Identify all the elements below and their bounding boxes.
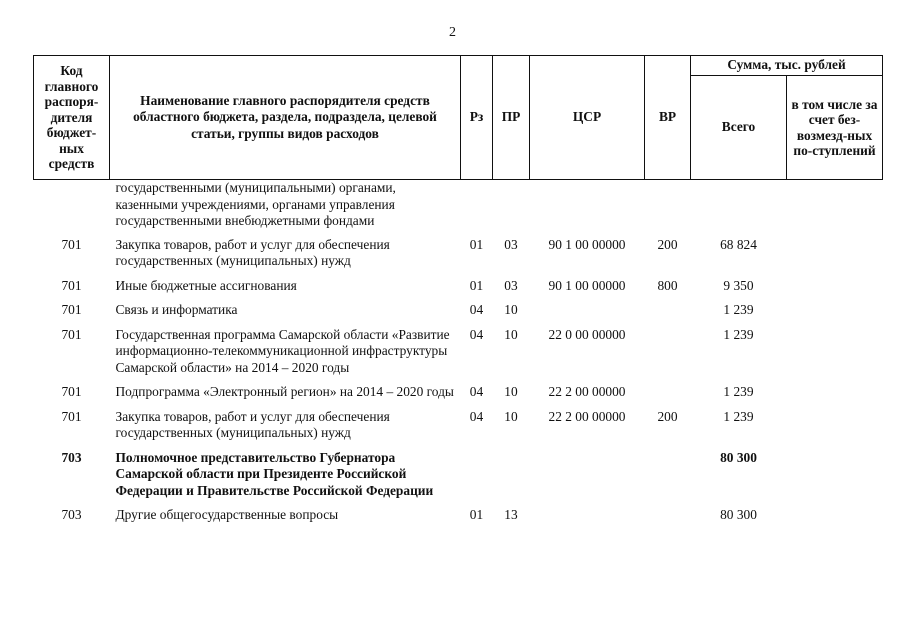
cell-code: 701: [61, 408, 82, 424]
cell-total: 1 239: [723, 408, 754, 424]
cell-name: Связь и информатика: [115, 302, 238, 317]
cell-name: Государственная программа Самарской области «Развитие информационно-телекоммуникационной инфраструктуры Самарской области» на 2014 – 2020 годы: [115, 326, 450, 375]
cell-vr: 800: [657, 277, 678, 293]
cell-rz: 01: [469, 507, 484, 522]
cell-free: [787, 503, 883, 528]
cell-rz: 04: [469, 302, 484, 317]
cell-csr: [530, 180, 645, 233]
header-sum: Сумма, тыс. рублей: [691, 56, 883, 76]
cell-csr: 22 2 00 00000: [548, 408, 626, 424]
table-body: [34, 180, 883, 528]
cell-csr: [530, 298, 645, 323]
cell-free: [787, 446, 883, 504]
cell-rz: 01: [469, 236, 484, 252]
cell-pr: 10: [504, 302, 518, 317]
table-row: [34, 380, 883, 405]
table-header: [34, 56, 883, 180]
table-row: [34, 298, 883, 323]
cell-total: 68 824: [720, 236, 757, 252]
cell-name: государственными (муниципальными) органами, казенными учреждениями, органами управления государственными внебюджетными фондами: [115, 180, 396, 228]
cell-pr: 13: [504, 507, 518, 522]
page-number: 2: [449, 25, 456, 40]
cell-name: Закупка товаров, работ и услуг для обеспечения государственных (муниципальных) нужд: [115, 408, 390, 440]
cell-code: 701: [61, 302, 82, 317]
table-row: [34, 323, 883, 381]
header-name: Наименование главного распорядителя средств областного бюджета, раздела, подраздела, целевой статьи, группы видов расходов: [110, 56, 461, 180]
cell-vr: [645, 180, 691, 233]
cell-total: 9 350: [723, 277, 754, 293]
table-row: [34, 274, 883, 299]
table-row: [34, 180, 883, 233]
header-pr: ПР: [493, 56, 530, 180]
cell-free: [787, 323, 883, 381]
cell-total: 1 239: [723, 384, 754, 399]
budget-table: [33, 55, 883, 528]
cell-name: Иные бюджетные ассигнования: [115, 277, 297, 293]
cell-name: Полномочное представительство Губернатора Самарской области при Президенте Российской Федерации и Правительстве Российской Федерации: [115, 449, 434, 498]
table-row: [34, 503, 883, 528]
cell-free: [787, 233, 883, 274]
cell-code: 701: [61, 277, 82, 293]
cell-code: 701: [61, 384, 82, 399]
cell-csr: 90 1 00 00000: [548, 277, 626, 293]
header-vr: ВР: [645, 56, 691, 180]
cell-pr: [493, 446, 530, 504]
cell-pr: 10: [504, 326, 518, 342]
header-total: Всего: [691, 76, 787, 180]
cell-rz: 04: [469, 384, 484, 399]
table-row: [34, 446, 883, 504]
cell-rz: 04: [469, 408, 484, 424]
cell-total: 1 239: [723, 302, 754, 317]
cell-vr: [645, 380, 691, 405]
cell-code: [34, 180, 110, 233]
cell-name: Подпрограмма «Электронный регион» на 2014 – 2020 годы: [115, 384, 454, 399]
cell-pr: [493, 180, 530, 233]
cell-pr: 10: [504, 408, 518, 424]
cell-code: 703: [61, 507, 82, 522]
cell-name: Закупка товаров, работ и услуг для обеспечения государственных (муниципальных) нужд: [115, 236, 390, 268]
cell-rz: [461, 446, 493, 504]
cell-pr: 03: [504, 277, 518, 293]
table-row: [34, 405, 883, 446]
cell-csr: 22 0 00 00000: [548, 326, 626, 342]
cell-free: [787, 380, 883, 405]
cell-code: 703: [61, 449, 82, 465]
table-row: [34, 233, 883, 274]
cell-free: [787, 274, 883, 299]
cell-vr: [645, 503, 691, 528]
cell-csr: [530, 503, 645, 528]
header-rz: Рз: [461, 56, 493, 180]
cell-total: [691, 180, 787, 233]
header-free: в том числе за счет без-возмезд-ных по-ступлений: [787, 76, 883, 180]
cell-rz: 01: [469, 277, 484, 293]
cell-free: [787, 298, 883, 323]
cell-csr: 22 2 00 00000: [548, 384, 626, 399]
cell-total: 80 300: [720, 507, 757, 522]
cell-pr: 10: [504, 384, 518, 399]
cell-vr: 200: [657, 408, 678, 424]
header-code: Код главного распоря-дителя бюджет-ных средств: [34, 56, 110, 180]
cell-code: 701: [61, 326, 82, 342]
cell-free: [787, 180, 883, 233]
cell-vr: [645, 323, 691, 381]
header-csr: ЦСР: [530, 56, 645, 180]
cell-pr: 03: [504, 236, 518, 252]
cell-rz: 04: [469, 326, 484, 342]
cell-csr: [530, 446, 645, 504]
cell-free: [787, 405, 883, 446]
cell-csr: 90 1 00 00000: [548, 236, 626, 252]
cell-rz: [461, 180, 493, 233]
cell-total: 1 239: [723, 326, 754, 342]
cell-code: 701: [61, 236, 82, 252]
cell-total: 80 300: [720, 449, 757, 465]
cell-vr: 200: [657, 236, 678, 252]
cell-vr: [645, 446, 691, 504]
cell-vr: [645, 298, 691, 323]
cell-name: Другие общегосударственные вопросы: [115, 507, 339, 522]
